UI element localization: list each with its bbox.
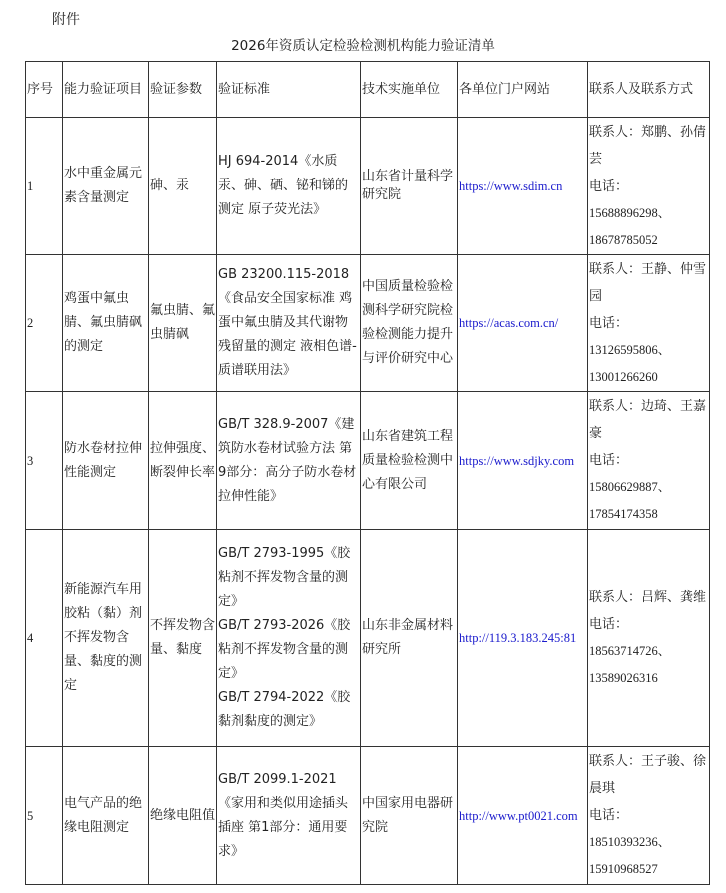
cell-unit: 中国家用电器研究院	[361, 747, 458, 885]
cell-contact	[588, 747, 710, 885]
header-contact: 联系人及联系方式	[588, 62, 710, 118]
header-unit: 技术实施单位	[361, 62, 458, 118]
phone-number: 15688896298、	[589, 205, 671, 220]
cell-project: 鸡蛋中氟虫腈、氟虫腈砜的测定	[63, 255, 149, 392]
phone-number: 13001266260	[589, 369, 658, 384]
contact-names: 联系人：郑鹏、孙倩芸	[589, 124, 707, 167]
phone-number: 18678785052	[589, 232, 658, 247]
standard-entry: GB/T 2794-2022《胶黏剂黏度的测定》	[218, 690, 351, 729]
row-number: 4	[26, 530, 63, 747]
phone-label: 电话：	[589, 808, 629, 823]
table-row	[26, 392, 710, 530]
contact-names: 联系人：边琦、王嘉豪	[589, 399, 707, 441]
row-number: 3	[26, 392, 63, 530]
phone-number: 18563714726、	[589, 644, 671, 658]
cell-contact	[588, 530, 710, 747]
cell-unit: 中国质量检验检测科学研究院检验检测能力提升与评价研究中心	[361, 255, 458, 392]
website-link[interactable]: https://www.sdjky.com	[459, 453, 575, 468]
header-project: 能力验证项目	[63, 62, 149, 118]
table-row	[26, 255, 710, 392]
phone-label: 电话：	[589, 453, 629, 468]
cell-params: 砷、汞	[149, 118, 217, 255]
cell-unit: 山东省计量科学研究院	[361, 118, 458, 255]
phone-number: 13126595806、	[589, 342, 671, 357]
cell-website	[458, 530, 588, 747]
cell-standard: GB/T 328.9-2007《建筑防水卷材试验方法 第9部分：高分子防水卷材拉伸性能》	[217, 392, 361, 530]
cell-params: 氟虫腈、氟虫腈砜	[149, 255, 217, 392]
cell-unit: 山东非金属材料研究所	[361, 530, 458, 747]
header-website: 各单位门户网站	[458, 62, 588, 118]
attachment-label: 附件	[52, 12, 80, 28]
cell-standard	[217, 530, 361, 747]
cell-project: 新能源汽车用胶粘（黏）剂不挥发物含量、黏度的测定	[63, 530, 149, 747]
cell-contact	[588, 255, 710, 392]
phone-number: 15910968527	[589, 862, 658, 876]
cell-contact	[588, 392, 710, 530]
table-row	[26, 747, 710, 885]
table-row	[26, 530, 710, 747]
cell-unit: 山东省建筑工程质量检验检测中心有限公司	[361, 392, 458, 530]
phone-label: 电话：	[589, 178, 629, 194]
phone-label: 电话：	[589, 617, 629, 632]
contact-names: 联系人：吕辉、龚维	[589, 590, 707, 605]
website-link[interactable]: https://www.sdim.cn	[459, 179, 563, 193]
header-no: 序号	[26, 62, 63, 118]
cell-standard: GB 23200.115-2018《食品安全国家标准 鸡蛋中氟虫腈及其代谢物残留量的测定 液相色谱-质谱联用法》	[217, 255, 361, 392]
website-link[interactable]: http://119.3.183.245:81	[459, 631, 577, 645]
table-row	[26, 118, 710, 255]
row-number: 2	[26, 255, 63, 392]
project-text: 水中重金属元素含量测定	[64, 166, 143, 205]
row-number: 5	[26, 747, 63, 885]
cell-standard: HJ 694-2014《水质 汞、砷、硒、铋和锑的测定 原子荧光法》	[217, 118, 361, 255]
cell-website	[458, 392, 588, 530]
standard-entry: GB/T 2793-1995《胶粘剂不挥发物含量的测定》	[218, 546, 351, 609]
phone-number: 13589026316	[589, 671, 658, 685]
header-standard: 验证标准	[217, 62, 361, 118]
phone-number: 18510393236、	[589, 835, 671, 849]
cell-project: 防水卷材拉伸性能测定	[63, 392, 149, 530]
cell-params: 拉伸强度、断裂伸长率	[149, 392, 217, 530]
cell-params: 不挥发物含量、黏度	[149, 530, 217, 747]
capability-table	[25, 61, 710, 885]
cell-project: 电气产品的绝缘电阻测定	[63, 747, 149, 885]
cell-project	[63, 118, 149, 255]
table-header-row	[26, 62, 710, 118]
cell-contact	[588, 118, 710, 255]
contact-names: 联系人：王子骏、徐晨琪	[589, 754, 707, 796]
website-link[interactable]: https://acas.com.cn/	[459, 316, 559, 330]
header-params: 验证参数	[149, 62, 217, 118]
cell-params: 绝缘电阻值	[149, 747, 217, 885]
cell-standard: GB/T 2099.1-2021《家用和类似用途插头插座 第1部分：通用要求》	[217, 747, 361, 885]
phone-number: 17854174358	[589, 507, 658, 521]
standard-entry: GB/T 2793-2026《胶粘剂不挥发物含量的测定》	[218, 618, 351, 681]
website-link[interactable]: http://www.pt0021.com	[459, 808, 578, 823]
contact-names: 联系人：王静、仲雪园	[589, 261, 707, 304]
cell-website	[458, 118, 588, 255]
cell-website	[458, 255, 588, 392]
document-title: 2026年资质认定检验检测机构能力验证清单	[231, 38, 495, 54]
row-number: 1	[26, 118, 63, 255]
cell-website	[458, 747, 588, 885]
phone-label: 电话：	[589, 315, 629, 331]
phone-number: 15806629887、	[589, 480, 671, 494]
